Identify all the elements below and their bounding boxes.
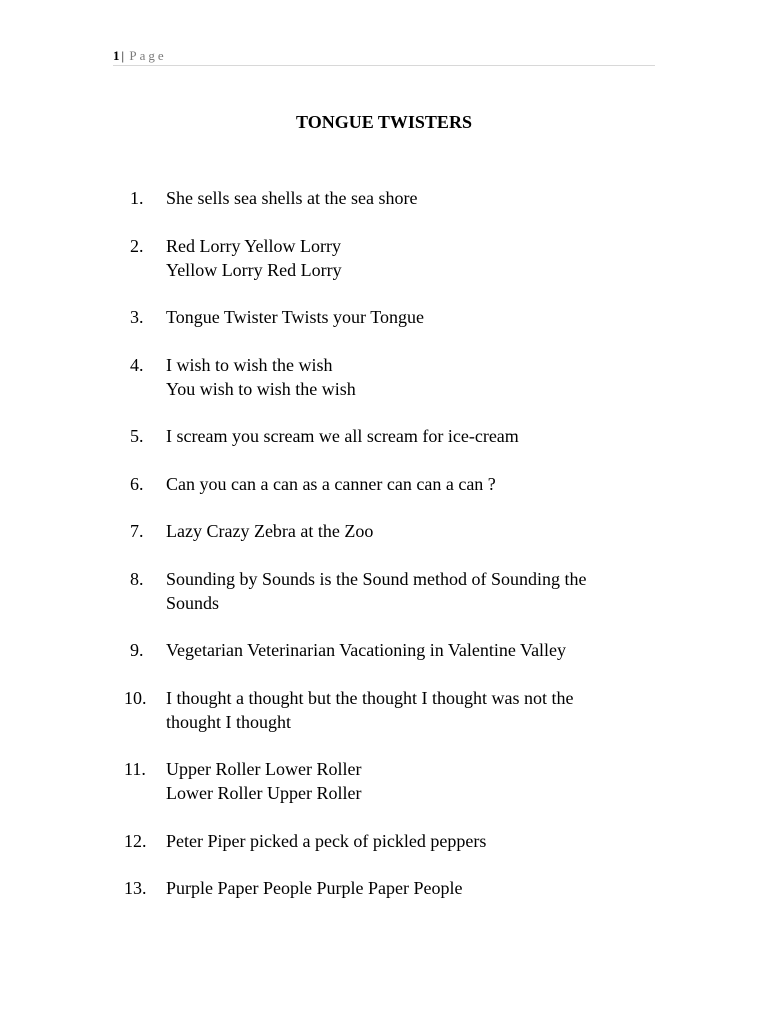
list-item-number: 8. <box>130 568 144 589</box>
list-item-number: 3. <box>130 307 144 327</box>
list-item-text: I wish to wish the wish <box>166 354 333 375</box>
list-item <box>130 305 660 329</box>
list-item <box>130 186 660 210</box>
list-item-number: 6. <box>130 473 144 494</box>
list-item-number: 9. <box>130 640 144 660</box>
list-item <box>124 876 660 900</box>
list-item-text: Red Lorry Yellow Lorry <box>166 235 341 256</box>
list-item-text: Yellow Lorry Red Lorry <box>166 259 342 280</box>
list-item-text: Lazy Crazy Zebra at the Zoo <box>166 521 374 541</box>
list-item-number: 12. <box>124 830 147 851</box>
list-item <box>130 638 660 662</box>
list-item-number: 11. <box>124 759 146 779</box>
list-item-number: 1. <box>130 188 144 208</box>
list-item-text: She sells sea shells at the sea shore <box>166 188 418 208</box>
document-title: TONGUE TWISTERS <box>296 112 472 132</box>
list-item-text: Vegetarian Veterinarian Vacationing in Valentine Valley <box>166 640 567 660</box>
list-item-text: Purple Paper People Purple Paper People <box>166 878 463 898</box>
list-item-number: 13. <box>124 878 147 898</box>
list-item-text: I thought a thought but the thought I thought was not the <box>166 687 574 708</box>
list-item-text: thought I thought <box>166 711 291 732</box>
page-header <box>113 46 167 66</box>
list-item <box>124 757 660 805</box>
list-item <box>130 424 660 448</box>
page-label: Page <box>129 48 167 63</box>
list-item <box>130 519 660 543</box>
list-item-text: I scream you scream we all scream for ice-cream <box>166 426 519 446</box>
list-item-text: Tongue Twister Twists your Tongue <box>166 307 424 327</box>
list-item <box>130 353 660 401</box>
list-item-text: Sounding by Sounds is the Sound method of Sounding the <box>166 568 587 589</box>
header-divider <box>113 65 655 66</box>
list-item <box>124 829 660 853</box>
list-item-number: 7. <box>130 521 144 541</box>
page-separator: | <box>121 48 125 63</box>
list-item-text: Upper Roller Lower Roller <box>166 759 362 779</box>
list-item <box>130 472 660 496</box>
tongue-twister-list <box>124 186 660 924</box>
list-item-text: Sounds <box>166 592 220 613</box>
list-item <box>124 686 660 734</box>
list-item-text: Lower Roller Upper Roller <box>166 783 362 803</box>
list-item <box>130 567 660 615</box>
list-item-number: 10. <box>124 687 147 708</box>
list-item-text: Peter Piper picked a peck of pickled peppers <box>166 830 487 851</box>
list-item-number: 4. <box>130 354 144 375</box>
list-item-number: 5. <box>130 426 144 446</box>
list-item-number: 2. <box>130 235 144 256</box>
page-number: 1 <box>113 48 120 63</box>
list-item-text: Can you can a can as a canner can can a can ? <box>166 473 496 494</box>
list-item <box>130 234 660 282</box>
list-item-text: You wish to wish the wish <box>166 378 356 399</box>
